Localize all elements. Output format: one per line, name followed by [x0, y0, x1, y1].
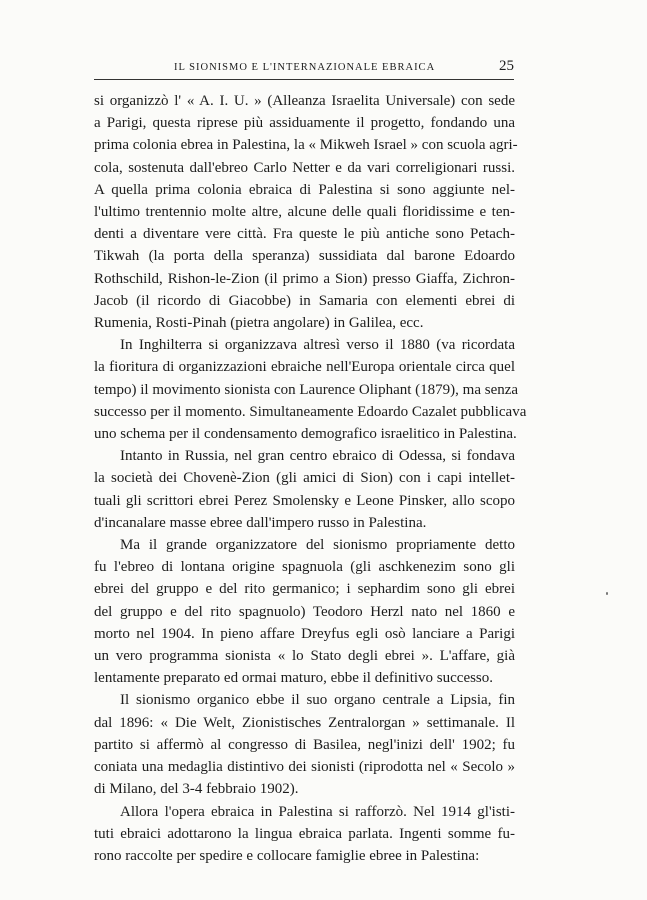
text-line: dal 1896: « Die Welt, Zionistisches Zentralorgan » settimanale. Il [94, 714, 515, 731]
text-line: tempo) il movimento sionista con Laurence Oliphant (1879), ma senza [94, 381, 519, 398]
body-text [94, 90, 527, 867]
text-line: denti a diventare vere città. Fra queste le più antiche sono Petach- [94, 226, 515, 243]
header-rule [94, 79, 514, 80]
text-line: Allora l'opera ebraica in Palestina si rafforzò. Nel 1914 gl'isti- [120, 803, 515, 820]
text-line: coniata una medaglia distintivo dei sionisti (riprodotta nel « Secolo » [94, 759, 515, 776]
text-line: cola, sostenuta dall'ebreo Carlo Netter e da vari correligionari russi. [94, 159, 515, 176]
text-line: si organizzò l' « A. I. U. » (Alleanza Israelita Universale) con sede [94, 93, 515, 109]
running-title: IL SIONISMO E L'INTERNAZIONALE EBRAICA [174, 62, 436, 73]
text-line: partito si affermò al congresso di Basilea, negl'inizi dell' 1902; fu [94, 736, 515, 753]
paragraph [94, 801, 515, 868]
text-line: A quella prima colonia ebraica di Palestina si sono aggiunte nel- [94, 181, 515, 198]
margin-speck [606, 592, 608, 595]
text-line: l'ultimo trentennio molte altre, alcune delle quali floridissime e ten- [94, 204, 515, 221]
text-line: tuali gli scrittori ebrei Perez Smolensky e Leone Pinsker, allo scopo [94, 492, 515, 509]
text-line: del gruppo e del rito spagnuolo) Teodoro Herzl nato nel 1860 e [94, 603, 515, 620]
paragraph [94, 445, 515, 534]
text-line: Jacob (il ricordo di Giacobbe) in Samaria con elementi ebrei di [94, 292, 515, 309]
paragraph [94, 689, 515, 800]
text-line: In Inghilterra si organizzava altresì verso il 1880 (va ricordata [120, 337, 515, 354]
text-line: Rothschild, Rishon-le-Zion (il primo a Sion) presso Giaffa, Zichron- [94, 270, 515, 287]
text-line: lentamente preparato ed ormai maturo, ebbe il definitivo successo. [94, 670, 494, 687]
text-line: morto nel 1904. In pieno affare Dreyfus egli osò lanciare a Parigi [94, 625, 515, 642]
text-line: Il sionismo organico ebbe il suo organo centrale a Lipsia, fin [120, 692, 515, 709]
page-number: 25 [499, 58, 514, 74]
paragraph [94, 534, 515, 689]
page-header [94, 58, 514, 82]
text-line: a Parigi, questa riprese più assiduamente il progetto, fondando una [94, 115, 515, 132]
paragraph [94, 334, 527, 445]
text-line: successo per il momento. Simultaneamente Edoardo Cazalet pubblicava [94, 403, 527, 420]
text-line: la società dei Chovenè-Zion (gli amici di Sion) con i capi intellet- [94, 470, 515, 487]
text-line: d'incanalare masse ebree dall'impero russo in Palestina. [94, 514, 427, 531]
text-line: Ma il grande organizzatore del sionismo propriamente detto [120, 537, 515, 554]
text-line: Rumenia, Rosti-Pinah (pietra angolare) in Galilea, ecc. [94, 315, 424, 332]
text-line: un vero programma sionista « lo Stato degli ebrei ». L'affare, già [94, 648, 515, 665]
text-line: ebrei del gruppo e del rito germanico; i sephardim sono gli ebrei [94, 581, 515, 598]
text-line: Intanto in Russia, nel gran centro ebraico di Odessa, si fondava [120, 448, 515, 465]
text-line: Tikwah (la porta della speranza) sussidiata dal barone Edoardo [94, 248, 515, 265]
text-line: uno schema per il condensamento demografico israelitico in Palestina. [94, 426, 517, 443]
text-line: prima colonia ebrea in Palestina, la « Mikweh Israel » con scuola agri- [94, 137, 518, 154]
text-line: rono raccolte per spedire e collocare famiglie ebree in Palestina: [94, 847, 480, 864]
text-line: fu l'ebreo di lontana origine spagnuola (gli aschkenezim sono gli [94, 559, 515, 576]
paragraph [94, 90, 518, 334]
text-line: tuti ebraici adottarono la lingua ebraica parlata. Ingenti somme fu- [94, 825, 515, 842]
text-line: di Milano, del 3-4 febbraio 1902). [94, 781, 299, 798]
text-line: la fioritura di organizzazioni ebraiche nell'Europa orientale circa quel [94, 359, 515, 376]
